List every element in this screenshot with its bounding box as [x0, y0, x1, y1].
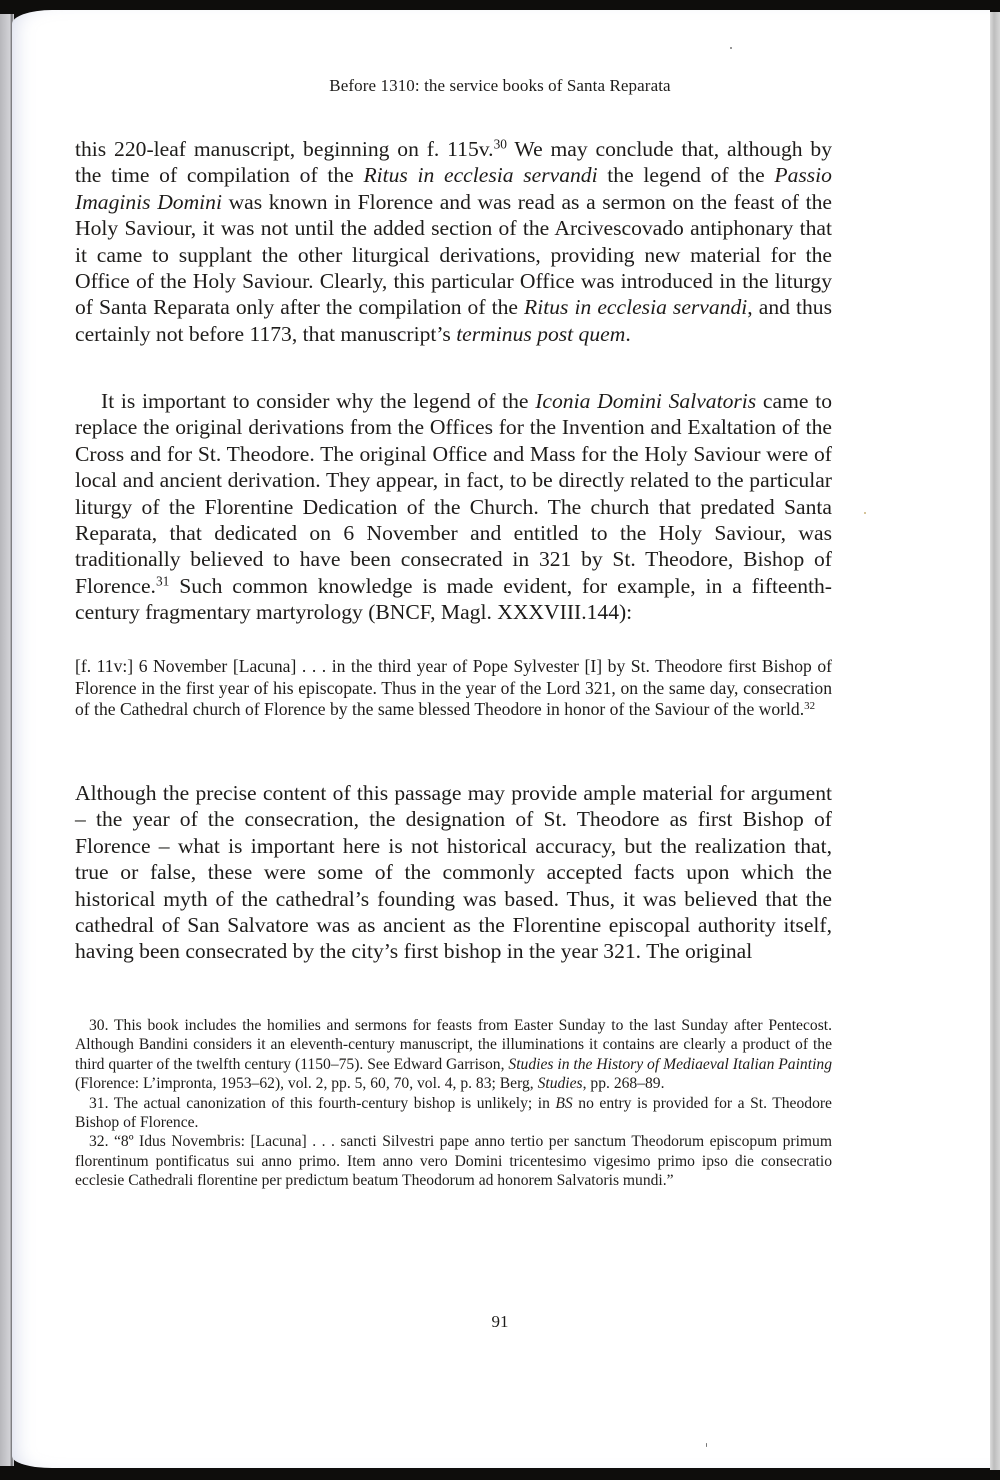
- italic-title: Studies in the History of Mediaeval Italian Painting: [508, 1055, 832, 1073]
- italic-title: Studies: [537, 1075, 583, 1093]
- text: , and thus certainly not before 1173, that manuscript’s: [75, 295, 832, 346]
- text: Although the precise content of this passage may provide ample material for argument – the year of the consecration, the designation of St. Theodore as first Bishop of Florence – what is important here is not historical accuracy, but the realization that, true or false, these were some of the commonly accepted facts upon which the historical myth of the cathedral’s founding was based. Thus, it was believed that the cathedral of San Salvatore was as ancient as the Florentine episcopal authority itself, having been consecrated by the city’s first bishop in the year 321. The original: [75, 781, 832, 964]
- text: , pp. 268–89.: [582, 1075, 665, 1093]
- italic-title: Iconia Domini Salvatoris: [535, 389, 757, 413]
- text: (Florence: L’impronta, 1953–62), vol. 2, pp. 5, 60, 70, vol. 4, p. 83; Berg,: [75, 1075, 538, 1093]
- block-quote: [75, 656, 832, 721]
- text: no entry is provided for a St. Theodore Bishop of Florence.: [75, 1094, 832, 1132]
- text: We may conclude that, although by the time of compilation of the: [75, 137, 833, 188]
- text: the legend of the: [597, 163, 775, 188]
- italic-title: Ritus in ecclesia servandi: [363, 163, 598, 188]
- paragraph-1: [75, 136, 832, 347]
- text: .: [625, 321, 631, 346]
- footnote-32: [75, 1132, 832, 1190]
- page-number: 91: [491, 1312, 509, 1331]
- footnotes: [75, 1016, 832, 1191]
- text: came to replace the original derivations from the Offices for the Invention and Exaltation of the Cross and for St. Theodore. The original Office and Mass for the Holy Saviour were of local and ancient derivation. They appear, in fact, to be directly related to the particular liturgy of the Florentine Dedication of the Church. The church that predated Santa Reparata, that dedicated on 6 November and entitled to the Holy Saviour, was traditionally believed to have been consecrated in 321 by St. Theodore, Bishop of Florence.: [75, 389, 832, 598]
- paragraph-2: [75, 388, 832, 626]
- italic-title: Ritus in ecclesia servandi: [524, 295, 748, 320]
- scan-speck: [706, 1443, 707, 1447]
- page-stack-edge: [990, 12, 1000, 1470]
- text: It is important to consider why the legend of the: [101, 389, 536, 413]
- text: this 220-leaf manuscript, beginning on f. 115v.: [75, 137, 494, 161]
- text: was known in Florence and was read as a sermon on the feast of the Holy Saviour, it was not until the added section of the Arcivescovado antiphonary that it came to supplant the other liturgical derivations, providing new material for the Office of the Holy Saviour. Clearly, this particular Office was introduced in the liturgy of Santa Reparata only after the compilation of the: [75, 189, 832, 320]
- scan-speck: [864, 512, 866, 514]
- text: Such common knowledge is made evident, for example, in a fifteenth-century fragmentary martyrology (BNCF, Magl. XXXVIII.144):: [75, 573, 832, 625]
- text: 30. This book includes the homilies and sermons for feasts from Easter Sunday to the last Sunday after Pentecost. Although Bandini considers it an eleventh-century manuscript, the illuminations it contains are clearly a product of the third quarter of the twelfth century (1150–75). See Edward Garrison,: [75, 1017, 832, 1073]
- italic-abbrev: BS: [555, 1094, 573, 1112]
- text: 31. The actual canonization of this fourth-century bishop is unlikely; in: [89, 1094, 556, 1112]
- running-head: Before 1310: the service books of Santa Reparata: [329, 76, 671, 95]
- quote-text: [f. 11v:] 6 November [Lacuna] . . . in the third year of Pope Sylvester [I] by St. Theodore first Bishop of Florence in the first year of his episcopate. Thus in the year of the Lord 321, on the same day, consecration of the Cathedral church of Florence by the same blessed Theodore in honor of the Saviour of the world.: [75, 656, 832, 720]
- footnote-31: [75, 1094, 832, 1133]
- italic-term: terminus post quem: [456, 321, 626, 346]
- footnote-ref-31[interactable]: 31: [155, 573, 170, 589]
- paragraph-3: [75, 780, 832, 965]
- footnote-ref-32[interactable]: 32: [804, 700, 816, 713]
- footnote-ref-30[interactable]: 30: [493, 136, 507, 152]
- footnote-30: [75, 1016, 832, 1094]
- italic-title: Passio Imaginis Domini: [75, 163, 832, 214]
- scan-speck: [730, 47, 732, 49]
- text: 32. “8º Idus Novembris: [Lacuna] . . . sancti Silvestri pape anno tertio per sanctum Theodorum episcopum primum florentinum pontificatus sui anno primo. Item anno vero Domini tricentesimo vigesimo primo ipso die consecratio ecclesie Cathedrali florentine per predictum beatum Theodorum ad honorem Salvatoris mundi.”: [75, 1133, 832, 1190]
